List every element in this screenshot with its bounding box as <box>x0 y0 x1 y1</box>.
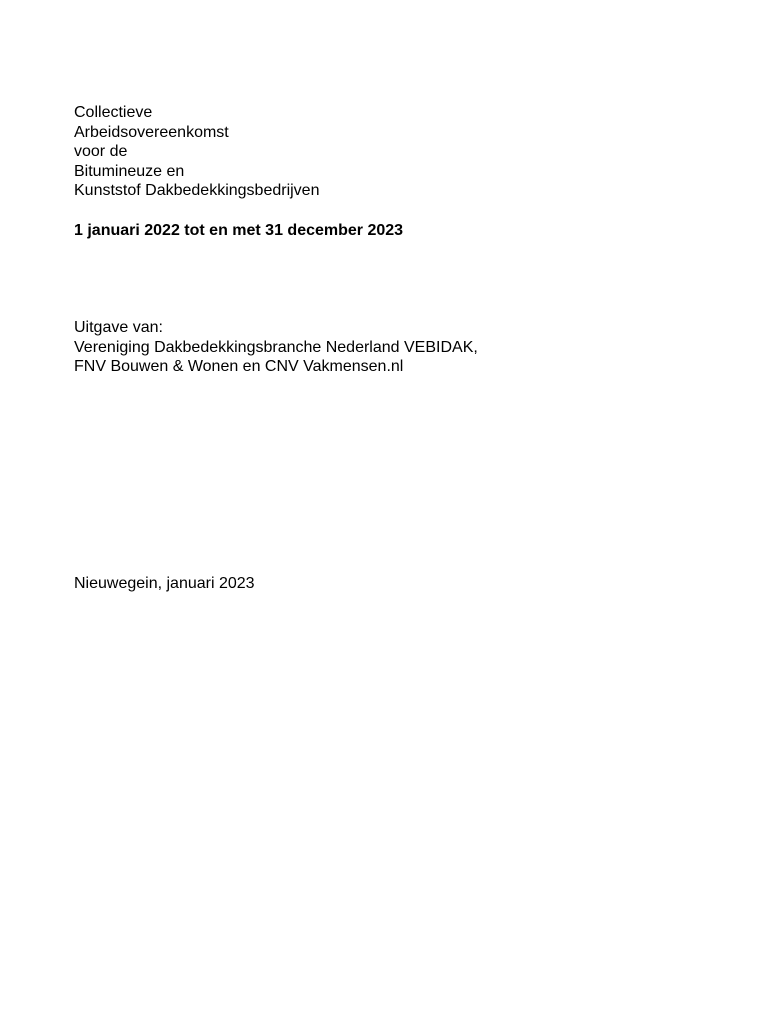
validity-period: 1 januari 2022 tot en met 31 december 2023 <box>74 222 404 239</box>
title-line: voor de <box>74 143 128 160</box>
title-line: Bitumineuze en <box>74 162 185 180</box>
publisher-label: Uitgave van: <box>74 319 163 336</box>
publisher-info <box>74 318 478 377</box>
publisher-line: Vereniging Dakbedekkingsbranche Nederland VEBIDAK, <box>74 338 478 356</box>
publisher-line: FNV Bouwen & Wonen en CNV Vakmensen.nl <box>74 358 404 375</box>
title-line: Arbeidsovereenkomst <box>74 123 229 141</box>
title-line: Collectieve <box>74 104 153 121</box>
title-line: Kunststof Dakbedekkingsbedrijven <box>74 182 320 199</box>
place-and-date: Nieuwegein, januari 2023 <box>74 575 255 592</box>
document-title <box>74 103 319 201</box>
